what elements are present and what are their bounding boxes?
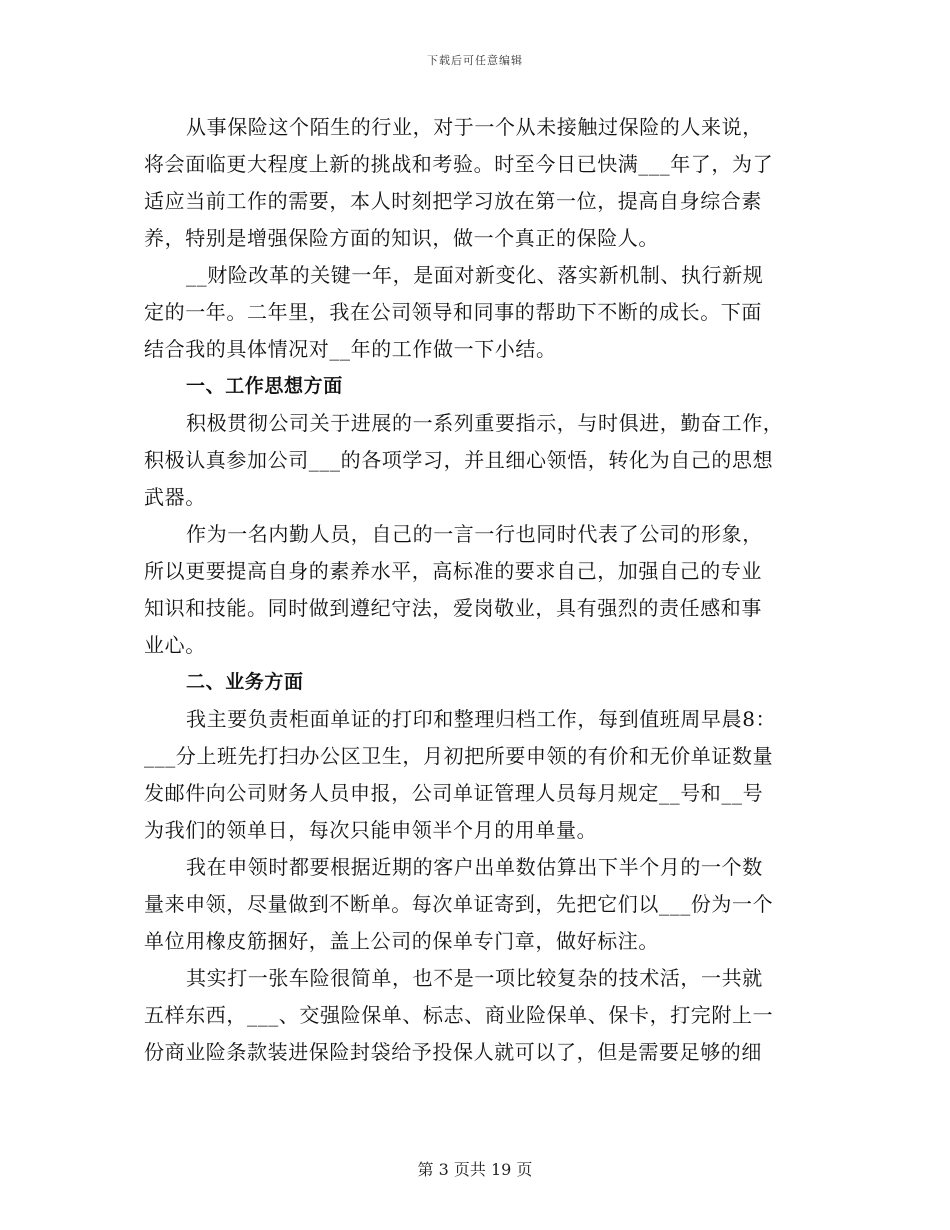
paragraph-line: 单位用橡皮筋捆好，盖上公司的保单专门章，做好标注。 [144, 929, 659, 953]
paragraph-line: 从事保险这个陌生的行业，对于一个从未接触过保险的人来说， [186, 115, 763, 139]
paragraph-line: 作为一名内勤人员，自己的一言一行也同时代表了公司的形象， [186, 522, 763, 546]
paragraph-line: 为我们的领单日，每次只能申领半个月的用单量。 [144, 818, 598, 842]
section-heading-work-thought: 一、工作思想方面 [186, 375, 343, 397]
section-heading-business: 二、业务方面 [186, 671, 304, 693]
document-body [144, 109, 806, 1071]
paragraph-line: 知识和技能。同时做到遵纪守法，爱岗敬业，具有强烈的责任感和事 [144, 596, 762, 620]
paragraph-line: 业心。 [144, 633, 206, 657]
paragraph-line: 结合我的具体情况对__年的工作做一下小结。 [144, 337, 557, 361]
page-header: 下载后可任意编辑 [427, 54, 523, 67]
paragraph-line: 定的一年。二年里，我在公司领导和同事的帮助下不断的成长。下面 [144, 300, 762, 324]
paragraph-line: 我在申领时都要根据近期的客户出单数估算出下半个月的一个数 [186, 855, 763, 879]
paragraph-line: 养，特别是增强保险方面的知识，做一个真正的保险人。 [144, 226, 659, 250]
paragraph-line: 其实打一张车险很简单，也不是一项比较复杂的技术活，一共就 [186, 966, 763, 990]
paragraph-line: 将会面临更大程度上新的挑战和考验。时至今日已快满___年了，为了 [144, 152, 774, 176]
paragraph-line: 份商业险条款装进保险封袋给予投保人就可以了，但是需要足够的细 [144, 1040, 762, 1064]
paragraph-line: 所以更要提高自身的素养水平，高标准的要求自己，加强自己的专业 [144, 559, 762, 583]
paragraph-line: 适应当前工作的需要，本人时刻把学习放在第一位，提高自身综合素 [144, 189, 762, 213]
paragraph-line: 发邮件向公司财务人员申报，公司单证管理人员每月规定__号和__号 [144, 781, 764, 805]
page-footer: 第 3 页共 19 页 [417, 1160, 533, 1179]
paragraph-line: ___分上班先打扫办公区卫生，月初把所要申领的有价和无价单证数量 [144, 744, 774, 768]
paragraph-line: 积极认真参加公司___的各项学习，并且细心领悟，转化为自己的思想 [144, 448, 774, 472]
paragraph-line: 我主要负责柜面单证的打印和整理归档工作，每到值班周早晨8： [186, 707, 777, 731]
paragraph-line: 武器。 [144, 485, 206, 509]
paragraph-line: 五样东西，___、交强险保单、标志、商业险保单、保卡，打完附上一 [144, 1003, 774, 1027]
paragraph-line: __财险改革的关键一年，是面对新变化、落实新机制、执行新规 [186, 263, 764, 287]
paragraph-line: 积极贯彻公司关于进展的一系列重要指示，与时俱进，勤奋工作， [186, 411, 784, 435]
paragraph-line: 量来申领，尽量做到不断单。每次单证寄到，先把它们以___份为一个 [144, 892, 774, 916]
